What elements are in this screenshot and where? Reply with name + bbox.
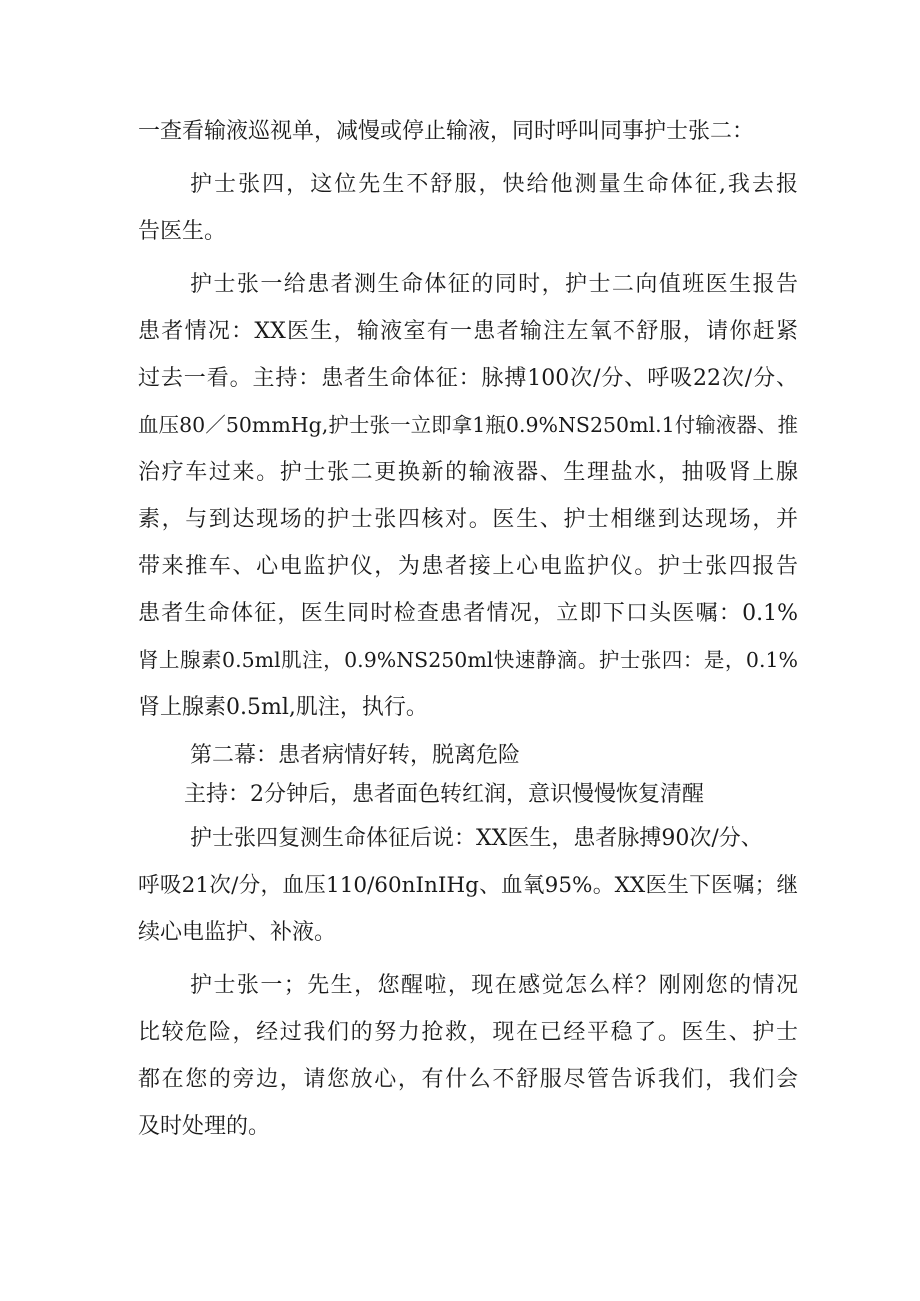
paragraph-line: 护士张一；先生，您醒啦，现在感觉怎么样？刚刚您的情况 (190, 973, 798, 998)
paragraph-line: 患者情况：XX医生，输液室有一患者输注左氧不舒服，请你赶紧 (138, 319, 798, 344)
paragraph-line: 告医生。 (138, 219, 227, 244)
paragraph-line: 过去一看。主持：患者生命体征：脉搏100次/分、呼吸22次/分、 (138, 366, 798, 391)
paragraph-line: 素，与到达现场的护士张四核对。医生、护士相继到达现场，并 (138, 507, 798, 532)
paragraph-line: 护士张四，这位先生不舒服，快给他测量生命体征,我去报 (190, 172, 798, 197)
paragraph-line: 一查看输液巡视单，减慢或停止输液，同时呼叫同事护士张二： (138, 119, 755, 144)
paragraph-line: 呼吸21次/分，血压110/60nInIHg、血氧95%。XX医生下医嘱；继 (138, 873, 798, 898)
paragraph-line: 带来推车、心电监护仪，为患者接上心电监护仪。护士张四报告 (138, 554, 798, 579)
paragraph-line: 主持：2分钟后，患者面色转红润，意识慢慢恢复清醒 (184, 782, 704, 807)
paragraph-line: 及时处理的。 (138, 1114, 271, 1139)
paragraph-line: 肾上腺素0.5ml肌注，0.9%NS250ml快速静滴。护士张四：是，0.1% (138, 648, 798, 672)
paragraph-line: 护士张四复测生命体征后说：XX医生，患者脉搏90次/分、 (190, 826, 763, 851)
paragraph-line: 续心电监护、补液。 (138, 920, 337, 945)
paragraph-line: 比较危险，经过我们的努力抢救，现在已经平稳了。医生、护士 (138, 1020, 798, 1045)
paragraph-line: 肾上腺素0.5ml,肌注，执行。 (138, 695, 428, 720)
section-heading: 第二幕：患者病情好转，脱离危险 (190, 743, 521, 768)
paragraph-line: 都在您的旁边，请您放心，有什么不舒服尽管告诉我们，我们会 (138, 1067, 798, 1092)
document-body (138, 108, 798, 1150)
paragraph-line: 治疗车过来。护士张二更换新的输液器、生理盐水，抽吸肾上腺 (138, 460, 798, 485)
paragraph-line: 护士张一给患者测生命体征的同时，护士二向值班医生报告 (190, 272, 798, 297)
paragraph-line: 患者生命体征，医生同时检查患者情况，立即下口头医嘱：0.1% (138, 601, 798, 626)
paragraph-line: 血压80／50mmHg,护士张一立即拿1瓶0.9%NS250ml.1付输液器、推 (138, 413, 798, 437)
